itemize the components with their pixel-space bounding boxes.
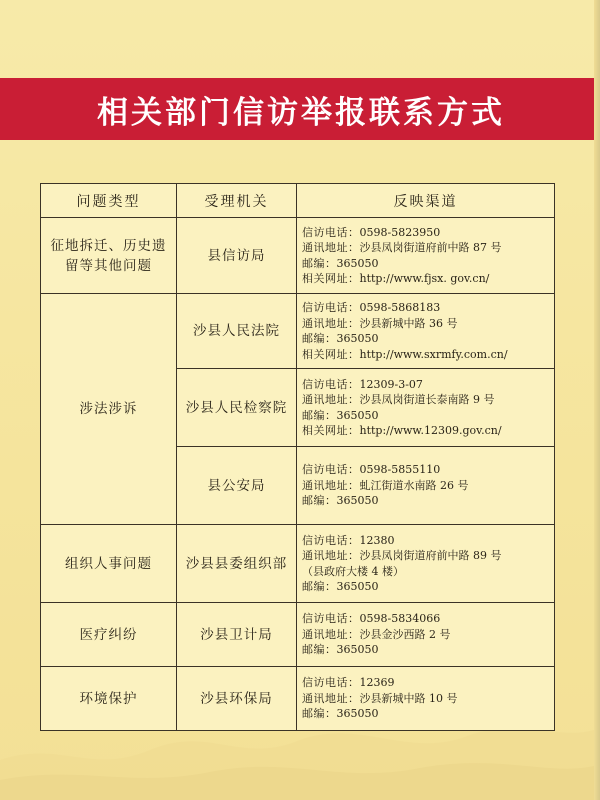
- channel-line: [302, 579, 550, 595]
- channel-label: 邮编：: [302, 643, 337, 657]
- channel-label: 通讯地址：: [302, 241, 360, 254]
- channel-line: [302, 691, 550, 707]
- contact-table: [40, 183, 555, 731]
- channel-label: 相关网址：: [302, 272, 360, 285]
- channel-value: 365050: [336, 408, 379, 422]
- problem-type-cell: [41, 294, 177, 525]
- header-channel: 反映渠道: [297, 184, 555, 218]
- channel-label: 信访电话：: [302, 612, 360, 626]
- channel-value: 365050: [336, 332, 379, 345]
- channel-label: 通讯地址：: [302, 549, 360, 562]
- channel-line: [302, 271, 550, 287]
- channel-value: 365050: [336, 256, 379, 270]
- channel-line: [302, 377, 550, 393]
- channel-label: 相关网址：: [302, 347, 360, 361]
- table-header-row: [41, 184, 555, 218]
- channel-cell: [297, 525, 555, 603]
- channel-line: [302, 331, 550, 347]
- channel-line: [302, 423, 550, 439]
- org-cell: 沙县人民检察院: [177, 369, 297, 447]
- channel-line: [302, 392, 550, 408]
- channel-line: [302, 408, 550, 424]
- org-cell: 县公安局: [177, 447, 297, 525]
- org-cell: 沙县人民法院: [177, 294, 297, 369]
- channel-label: 邮编：: [302, 494, 337, 508]
- problem-type-text: 留等其他问题: [65, 257, 152, 274]
- channel-cell: [297, 603, 555, 667]
- channel-label: 邮编：: [302, 256, 337, 270]
- channel-label: 邮编：: [302, 707, 337, 721]
- channel-value: http://www.sxrmfy.com.cn/: [359, 347, 508, 361]
- contact-table-body: [41, 218, 555, 731]
- channel-label: 通讯地址：: [302, 627, 360, 641]
- channel-value: 12309-3-07: [359, 377, 423, 391]
- channel-value: 沙县凤岗街道长泰南路 9 号: [359, 393, 495, 406]
- channel-line: [302, 256, 550, 272]
- table-row: [41, 525, 555, 603]
- channel-label: 信访电话：: [302, 463, 360, 477]
- page-title: 相关部门信访举报联系方式: [97, 94, 505, 131]
- channel-cell: [297, 218, 555, 294]
- channel-value: 12369: [359, 676, 395, 690]
- channel-value: 365050: [336, 707, 379, 721]
- org-cell: 沙县环保局: [177, 667, 297, 731]
- header-org: 受理机关: [177, 184, 297, 218]
- header-problem-type: 问题类型: [41, 184, 177, 218]
- channel-value: 0598-5855110: [359, 463, 441, 477]
- channel-label: 通讯地址：: [302, 316, 360, 330]
- table-row: [41, 603, 555, 667]
- channel-cell: [297, 447, 555, 525]
- channel-line: [302, 627, 550, 643]
- channel-line: [302, 548, 550, 564]
- channel-cell: [297, 369, 555, 447]
- channel-label: 相关网址：: [302, 424, 360, 437]
- org-cell: 沙县卫计局: [177, 603, 297, 667]
- channel-line: [302, 493, 550, 509]
- channel-value: 虬江街道水南路 26 号: [359, 478, 469, 492]
- channel-label: 信访电话：: [302, 225, 360, 239]
- channel-line: [302, 347, 550, 363]
- channel-label: 信访电话：: [302, 377, 360, 391]
- problem-type-cell: [41, 667, 177, 731]
- page-edge: [594, 0, 600, 800]
- channel-value: 沙县新城中路 36 号: [359, 316, 458, 330]
- channel-label: 信访电话：: [302, 533, 360, 547]
- channel-value: 沙县金沙西路 2 号: [359, 627, 451, 641]
- channel-line: [302, 533, 550, 549]
- channel-line: [302, 240, 550, 256]
- channel-value: 0598-5823950: [359, 225, 441, 239]
- problem-type-text: 环境保护: [79, 690, 138, 707]
- channel-value: 365050: [336, 494, 379, 508]
- channel-label: 邮编：: [302, 332, 337, 345]
- channel-value: 沙县凤岗街道府前中路 89 号: [359, 549, 502, 562]
- table-row: [41, 218, 555, 294]
- channel-label: 通讯地址：: [302, 478, 360, 492]
- channel-value: （县政府大楼 4 楼）: [302, 564, 404, 578]
- channel-line: [302, 564, 550, 580]
- channel-value: 0598-5868183: [359, 301, 441, 314]
- problem-type-cell: [41, 525, 177, 603]
- channel-value: 365050: [336, 643, 379, 657]
- problem-type-text: 征地拆迁、历史遗: [50, 237, 167, 254]
- channel-value: 12380: [359, 533, 395, 547]
- channel-line: [302, 478, 550, 494]
- org-cell: 县信访局: [177, 218, 297, 294]
- problem-type-cell: [41, 218, 177, 294]
- title-banner: [0, 78, 594, 140]
- problem-type-text: 涉法涉诉: [79, 401, 138, 417]
- channel-value: 沙县新城中路 10 号: [359, 691, 458, 705]
- channel-cell: [297, 294, 555, 369]
- channel-line: [302, 675, 550, 691]
- channel-line: [302, 300, 550, 316]
- problem-type-text: 医疗纠纷: [79, 626, 138, 643]
- channel-line: [302, 462, 550, 478]
- channel-line: [302, 706, 550, 722]
- channel-label: 邮编：: [302, 408, 337, 422]
- channel-value: 沙县凤岗街道府前中路 87 号: [359, 241, 502, 254]
- channel-label: 信访电话：: [302, 301, 360, 314]
- channel-label: 通讯地址：: [302, 691, 360, 705]
- channel-value: 0598-5834066: [359, 612, 441, 626]
- channel-label: 邮编：: [302, 580, 337, 593]
- problem-type-cell: [41, 603, 177, 667]
- channel-label: 信访电话：: [302, 676, 360, 690]
- channel-line: [302, 642, 550, 658]
- table-row: [41, 294, 555, 369]
- channel-value: http://www.12309.gov.cn/: [359, 424, 502, 437]
- channel-label: 通讯地址：: [302, 393, 360, 406]
- channel-value: http://www.fjsx. gov.cn/: [359, 272, 490, 285]
- channel-value: 365050: [336, 580, 379, 593]
- channel-line: [302, 225, 550, 241]
- problem-type-text: 组织人事问题: [65, 555, 152, 572]
- channel-line: [302, 611, 550, 627]
- channel-cell: [297, 667, 555, 731]
- channel-line: [302, 316, 550, 332]
- org-cell: 沙县县委组织部: [177, 525, 297, 603]
- table-row: [41, 667, 555, 731]
